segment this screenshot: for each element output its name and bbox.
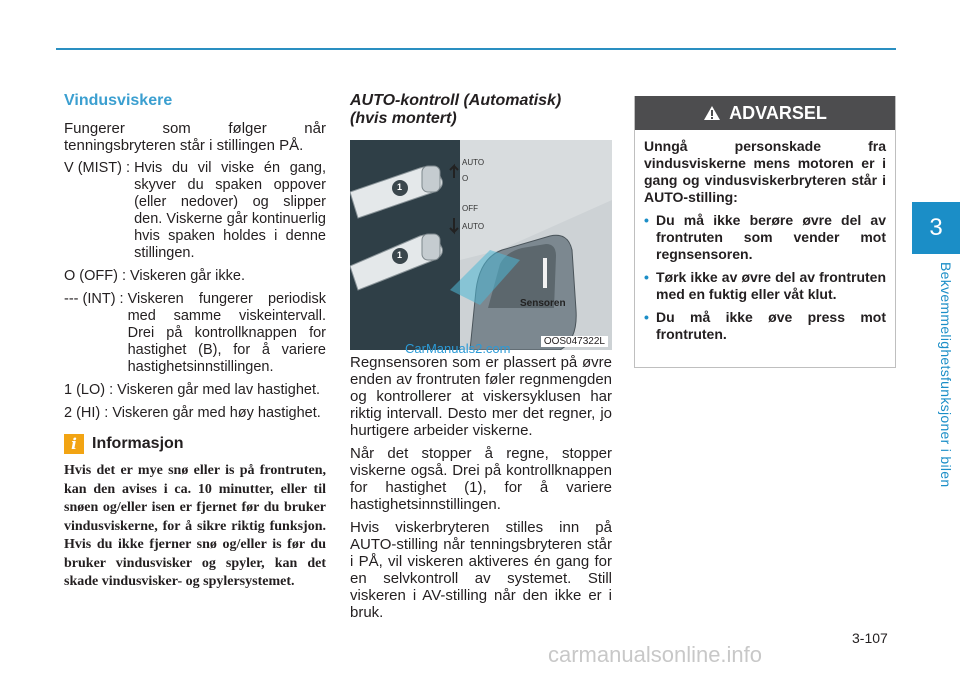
info-icon: i <box>64 434 84 454</box>
auto-control-heading <box>350 92 612 128</box>
rain-stop-paragraph: Når det stopper å regne, stopper viskerne også. Drei på kontrollknappen for hastighet (1), for å variere hastighetsinnstillingen. <box>350 445 612 513</box>
rain-sensor-paragraph: Regnsensoren som er plassert på øvre enden av frontruten føler regnmengden og kontrollerer at viskersyklusen har riktig intervall. Desto mer det regner, jo hurtigere arbeider viskerne. <box>350 354 612 439</box>
middle-column <box>350 92 612 627</box>
warning-list <box>644 212 886 343</box>
mode-key: 1 (LO) : <box>64 382 114 398</box>
bullet-icon: • <box>644 212 649 228</box>
watermark-link[interactable]: CarManuals2.com <box>405 341 511 356</box>
mode-text: Viskeren går med lav hastighet. <box>117 382 321 398</box>
mode-text: Hvis du vil viske én gang, skyver du spaken oppover (eller nedover) og slipper den. Viskerne går kontinuerlig hvis spaken holdes i denne stillingen. <box>134 160 326 261</box>
figure-label-off: OFF <box>462 204 478 213</box>
wiper-intro: Fungerer som følger når tenningsbryteren står i stillingen PÅ. <box>64 120 326 154</box>
mode-hi <box>64 405 326 422</box>
mode-key: --- (INT) : <box>64 291 124 307</box>
info-title: Informasjon <box>92 435 184 452</box>
header-rule <box>56 48 896 50</box>
mode-text: Viskeren går ikke. <box>130 268 245 284</box>
auto-control-heading-line1: AUTO-kontroll (Automatisk) <box>350 92 562 109</box>
mode-mist <box>64 160 326 262</box>
warning-box <box>634 96 896 368</box>
warning-item-text: Tørk ikke av øvre del av frontruten med en fuktig eller våt klut. <box>656 269 886 302</box>
chapter-number-tab: 3 <box>912 202 960 254</box>
mode-key: O (OFF) : <box>64 268 127 284</box>
rain-sensor-figure <box>350 140 612 350</box>
mode-lo <box>64 382 326 399</box>
sensor-label: Sensoren <box>520 298 566 309</box>
warning-item <box>644 269 886 303</box>
left-column <box>64 92 326 592</box>
warning-triangle-icon <box>703 105 721 121</box>
warning-item <box>644 212 886 263</box>
figure-code: OOS047322L <box>541 336 608 347</box>
auto-setting-paragraph: Hvis viskerbryteren stilles inn på AUTO-stilling når tenningsbryteren står i PÅ, vil viskeren aktiveres én gang for en selvkontroll av systemet. Still viskeren i AV-stilling når den ikke er i bruk. <box>350 519 612 621</box>
mode-int <box>64 291 326 376</box>
info-heading <box>64 434 326 454</box>
bullet-icon: • <box>644 309 649 325</box>
warning-lead: Unngå personskade fra vindusviskerne mens motoren er i gang og vindusviskerbryteren står i AUTO-stilling: <box>644 138 886 205</box>
section-heading-wipers: Vindusviskere <box>64 92 173 109</box>
watermark-footer: carmanualsonline.info <box>548 642 763 667</box>
figure-label-o: O <box>462 174 469 183</box>
warning-header <box>635 96 895 130</box>
warning-body <box>635 130 895 343</box>
mode-text: Viskeren fungerer periodisk med samme viskeintervall. Drei på kontrollknappen for hastighet (B), for å variere hastighetsinnstillingen. <box>127 291 326 375</box>
warning-item <box>644 309 886 343</box>
figure-knob-number: 1 <box>397 182 403 192</box>
mode-text: Viskeren går med høy hastighet. <box>112 405 321 421</box>
figure-label-auto-top: AUTO <box>462 158 485 167</box>
mode-key: 2 (HI) : <box>64 405 109 421</box>
mode-off <box>64 268 326 285</box>
warning-item-text: Du må ikke berøre øvre del av frontruten som vender mot regnsensoren. <box>656 212 886 262</box>
chapter-title: Bekvemmelighetsfunksjoner i bilen <box>938 262 954 488</box>
warning-title: ADVARSEL <box>729 102 827 123</box>
bullet-icon: • <box>644 269 649 285</box>
wiper-stalk-illustration <box>350 140 612 350</box>
warning-item-text: Du må ikke øve press mot frontruten. <box>656 309 886 342</box>
mode-key: V (MIST) : <box>64 160 131 176</box>
info-text: Hvis det er mye snø eller is på frontruten, kan den avises i ca. 10 minutter, eller til snøen og/eller isen er fjernet før du bruker vindusviskerne, for å sikre riktig funksjon. Hvis du ikke fjerner snø og/eller is før du bruker vindusvisker og spyler, kan det skade vindusvisker- og spylersystemet. <box>64 463 326 589</box>
page-number: 3-107 <box>852 630 888 646</box>
auto-control-heading-line2: (hvis montert) <box>350 110 457 127</box>
figure-label-auto-bottom: AUTO <box>462 222 485 231</box>
figure-knob-number: 1 <box>397 250 403 260</box>
